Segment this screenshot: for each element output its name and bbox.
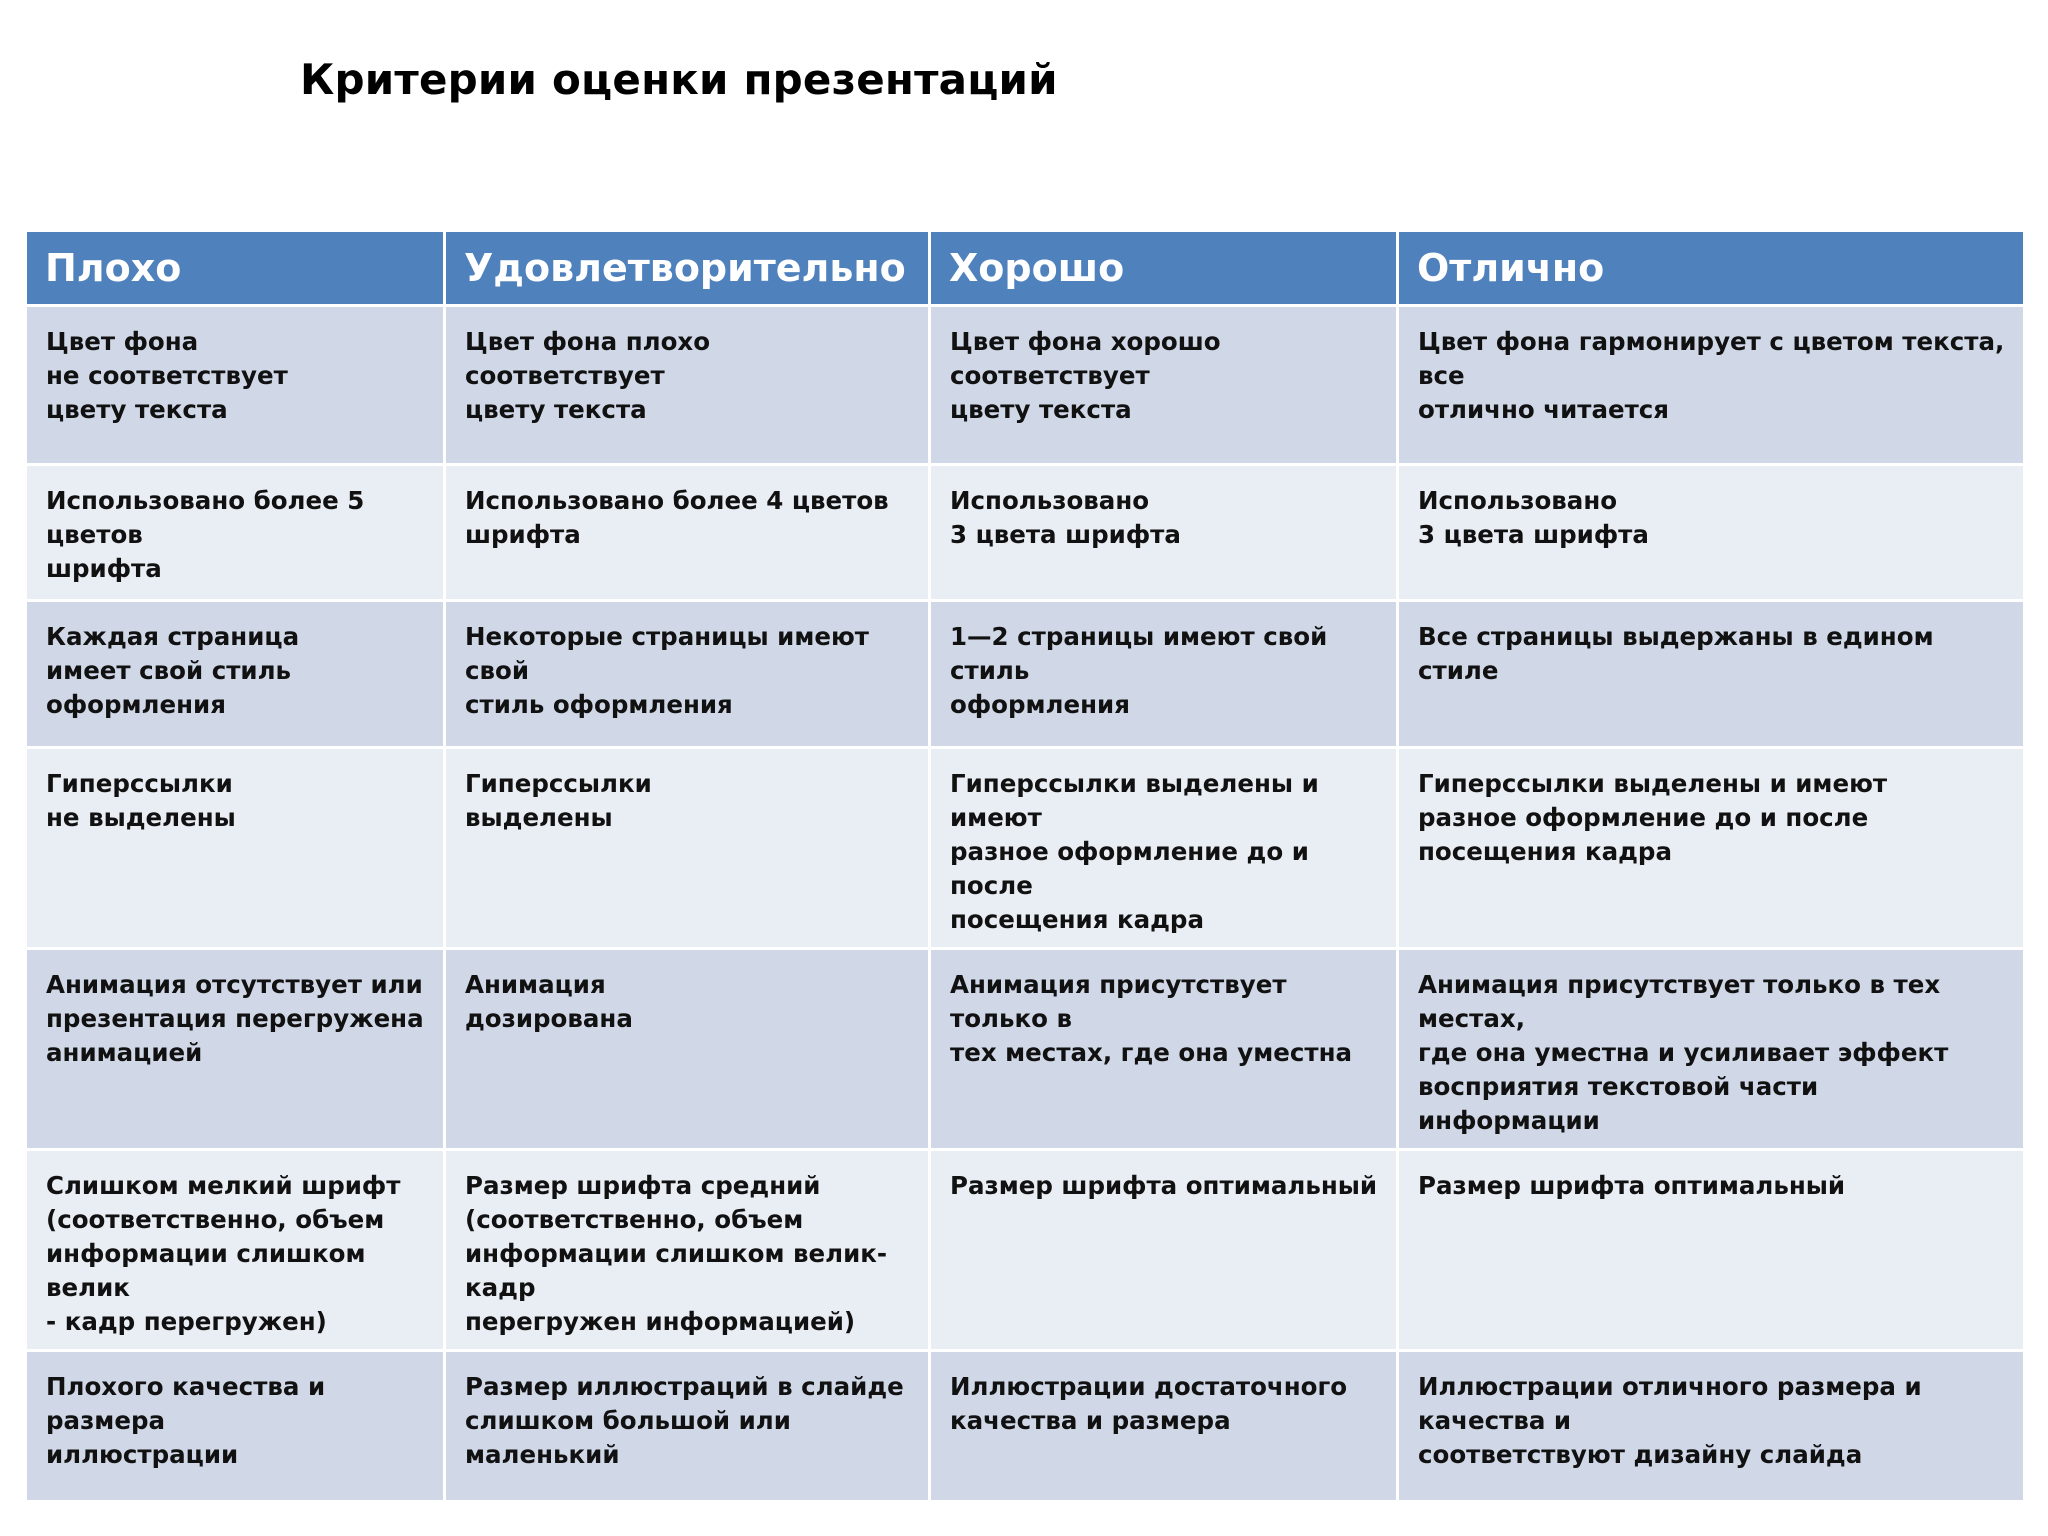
column-header-excellent: Отлично: [1398, 231, 2025, 306]
table-cell: Цвет фона гармонирует с цветом текста, все отлично читается: [1398, 306, 2025, 465]
table-cell: Цвет фона плохо соответствует цвету текста: [445, 306, 930, 465]
table-row: [26, 949, 2025, 1150]
table-cell: Гиперссылки не выделены: [26, 748, 445, 949]
table-cell: Слишком мелкий шрифт (соответственно, объем информации слишком велик - кадр перегружен): [26, 1150, 445, 1351]
table-cell: Анимация дозирована: [445, 949, 930, 1150]
table-row: [26, 306, 2025, 465]
table-cell: Размер иллюстраций в слайде слишком большой или маленький: [445, 1351, 930, 1502]
column-header-bad: Плохо: [26, 231, 445, 306]
table-cell: Анимация присутствует только в тех местах, где она уместна: [930, 949, 1398, 1150]
table-cell: Каждая страница имеет свой стиль оформления: [26, 601, 445, 748]
table-row: [26, 1351, 2025, 1502]
table-row: [26, 601, 2025, 748]
table-cell: Некоторые страницы имеют свой стиль оформления: [445, 601, 930, 748]
column-header-good: Хорошо: [930, 231, 1398, 306]
table-cell: Гиперссылки выделены и имеют разное оформление до и после посещения кадра: [930, 748, 1398, 949]
page-title: Критерии оценки презентаций: [300, 55, 1058, 104]
table-cell: Все страницы выдержаны в едином стиле: [1398, 601, 2025, 748]
table-header-row: [26, 231, 2025, 306]
table-row: [26, 465, 2025, 601]
table-cell: Размер шрифта средний (соответственно, объем информации слишком велик-кадр перегружен информацией): [445, 1150, 930, 1351]
table-cell: Цвет фона хорошо соответствует цвету текста: [930, 306, 1398, 465]
table-cell: Цвет фона не соответствует цвету текста: [26, 306, 445, 465]
table-row: [26, 1150, 2025, 1351]
table-cell: Анимация отсутствует или презентация перегружена анимацией: [26, 949, 445, 1150]
table-cell: Плохого качества и размера иллюстрации: [26, 1351, 445, 1502]
table-cell: Размер шрифта оптимальный: [1398, 1150, 2025, 1351]
table-cell: Размер шрифта оптимальный: [930, 1150, 1398, 1351]
table-cell: 1—2 страницы имеют свой стиль оформления: [930, 601, 1398, 748]
table-cell: Использовано 3 цвета шрифта: [1398, 465, 2025, 601]
criteria-table: [24, 229, 2026, 1503]
table-cell: Использовано более 5 цветов шрифта: [26, 465, 445, 601]
table-row: [26, 748, 2025, 949]
table-cell: Использовано более 4 цветов шрифта: [445, 465, 930, 601]
table-cell: Гиперссылки выделены и имеют разное оформление до и после посещения кадра: [1398, 748, 2025, 949]
table-cell: Использовано 3 цвета шрифта: [930, 465, 1398, 601]
table-cell: Гиперссылки выделены: [445, 748, 930, 949]
table-cell: Иллюстрации отличного размера и качества и соответствуют дизайну слайда: [1398, 1351, 2025, 1502]
column-header-satisfactory: Удовлетворительно: [445, 231, 930, 306]
table-cell: Анимация присутствует только в тех местах, где она уместна и усиливает эффект восприятия текстовой части информации: [1398, 949, 2025, 1150]
table-cell: Иллюстрации достаточного качества и размера: [930, 1351, 1398, 1502]
